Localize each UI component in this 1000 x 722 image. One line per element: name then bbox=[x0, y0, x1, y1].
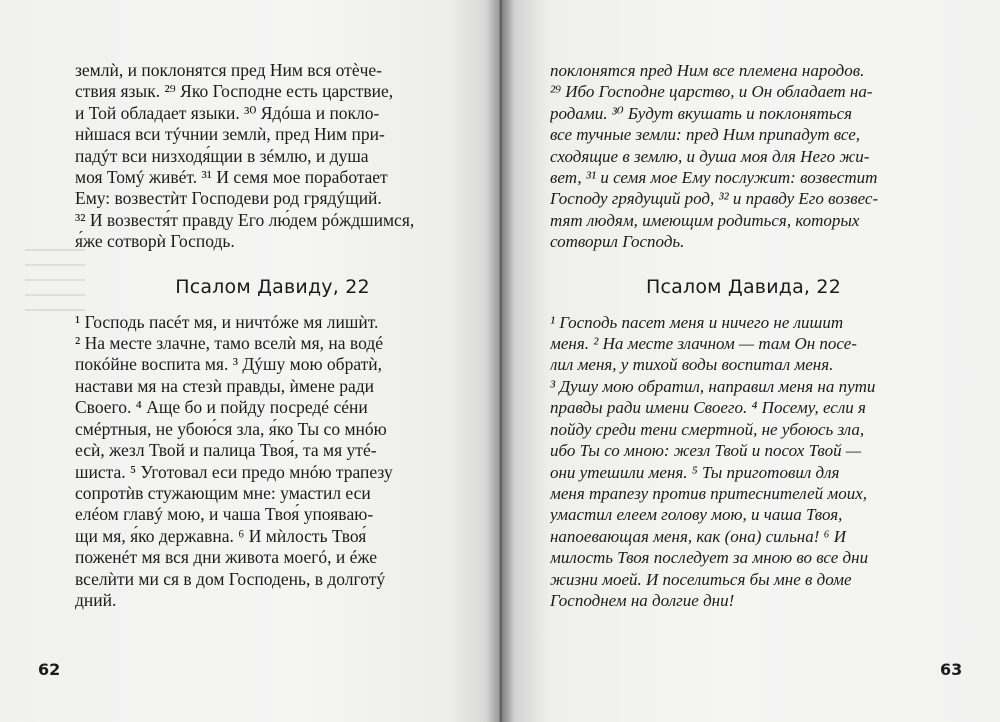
text-line: поженéт мя вся дни живота моегó, и éже bbox=[75, 547, 378, 568]
left-page-text bbox=[75, 60, 460, 611]
text-line: покóйне воспитa мя. ³ Дýшу мою обратѝ, bbox=[75, 354, 383, 375]
text-line: шиста. ⁵ Уготовaл еси предо мнóю трапезу bbox=[75, 461, 393, 482]
text-line: есѝ, жезл Твой и пaлица Твоя́, та мя утé- bbox=[75, 440, 377, 461]
text-line: Своего. ⁴ Аще бо и пойду посредé сéни bbox=[75, 397, 368, 418]
text-line: ¹ Господь пасет меня и ничего не лишит bbox=[550, 312, 844, 332]
text-line: елéом главý мою, и чаша Твоя́ упоявaю- bbox=[75, 504, 374, 525]
psalm-heading: Псалом Давиду, 22 bbox=[175, 275, 370, 298]
text-line: они утешили меня. ⁵ Ты приготовил для bbox=[550, 462, 840, 482]
text-line: жизни моей. И поселиться бы мне в доме bbox=[550, 569, 852, 589]
text-line: меня трапезу против притеснителей моих, bbox=[550, 483, 868, 503]
text-line: землѝ, и поклонятся пред Ним вся отѐче- bbox=[75, 60, 382, 80]
text-line: все тучные земли: пред Ним припадут все, bbox=[550, 125, 861, 145]
psalm-heading: Псалом Давида, 22 bbox=[646, 275, 841, 298]
text-line: нѝшася вси тýчнии землѝ, пред Ним при- bbox=[75, 124, 385, 145]
text-line: правды ради имени Своего. ⁴ Посему, если я bbox=[550, 398, 866, 418]
text-line: ² На месте злaчне, тамо вселѝ мя, на водé bbox=[75, 333, 383, 354]
text-line: сходящие в землю, и душа моя для Него жи- bbox=[550, 146, 870, 166]
text-line: Господу грядущий род, ³² и правду Его возвес- bbox=[550, 189, 879, 209]
text-line: настaви мя на стезѝ прaвды, ѝмене рaди bbox=[75, 375, 374, 396]
text-line: ³ Душу мою обратил, направил меня на пути bbox=[550, 376, 876, 396]
right-psalm-paragraph bbox=[550, 312, 937, 612]
text-line: ³² И возвестя́т правду Его лю́дем рóждшимся, bbox=[75, 209, 415, 230]
text-line: милость Твоя последует за мною во все дни bbox=[550, 548, 869, 568]
text-line: пойду среди тени смертной, не убоюсь зла, bbox=[550, 419, 865, 439]
text-line: и Той обладaет языки. ³⁰ Ядóша и покло- bbox=[75, 102, 380, 123]
text-line: дний. bbox=[75, 589, 117, 610]
right-page bbox=[500, 0, 1000, 722]
text-line: ибо Ты со мною: жезл Твой и посох Твой — bbox=[550, 441, 861, 461]
text-line: ¹ Господь пасéт мя, и ничтóже мя лишѝт. bbox=[75, 311, 379, 332]
left-psalm-paragraph bbox=[75, 312, 460, 612]
text-line: лил меня, у тихой воды воспитал меня. bbox=[550, 355, 834, 375]
text-line: поклонятся пред Ним все племена народов. bbox=[550, 61, 865, 80]
text-line: меня. ² На месте злачном — там Он посе- bbox=[550, 334, 857, 354]
text-line: вселѝти ми ся в дом Господень, в долготý bbox=[75, 568, 386, 589]
text-line: я́же сотворѝ Господь. bbox=[75, 231, 235, 252]
right-top-paragraph bbox=[550, 60, 937, 253]
text-line: вет, ³¹ и семя мое Ему послужит: возвестит bbox=[550, 168, 878, 188]
text-line: ствия язык. ²⁹ Яко Господне есть цaрствие, bbox=[75, 81, 394, 102]
text-line: Господнем на долгие дни! bbox=[550, 590, 735, 610]
left-top-paragraph bbox=[75, 60, 460, 253]
page-number: 62 bbox=[38, 660, 61, 679]
text-line: тят людям, имеющим родиться, которых bbox=[550, 210, 860, 230]
page-number: 63 bbox=[940, 660, 963, 679]
text-line: щи мя, я́ко держaвна. ⁶ И мѝлость Твоя́ bbox=[75, 525, 367, 546]
text-line: сопротѝв стужaющим мне: умaстил еси bbox=[75, 482, 371, 503]
text-line: смéртныя, не убою́ся зла, я́ко Ты со мнóю bbox=[75, 418, 387, 439]
text-line: сотворил Господь. bbox=[550, 232, 685, 252]
text-line: умастил елеем голову мою, и чаша Твоя, bbox=[550, 505, 843, 525]
right-page-text bbox=[550, 60, 937, 611]
text-line: Ему: возвестѝт Господеви род грядýщий. bbox=[75, 188, 382, 209]
text-line: ²⁹ Ибо Господне царство, и Он обладает на- bbox=[550, 82, 873, 102]
text-line: моя Томý живéт. ³¹ И семя мое поработaет bbox=[75, 167, 388, 188]
text-line: напоевающая меня, как (она) сильна! ⁶ И bbox=[550, 526, 847, 546]
text-line: родами. ³⁰ Будут вкушать и поклоняться bbox=[550, 103, 853, 123]
text-line: падýт вси низходя́щии в зéмлю, и душа bbox=[75, 145, 369, 166]
